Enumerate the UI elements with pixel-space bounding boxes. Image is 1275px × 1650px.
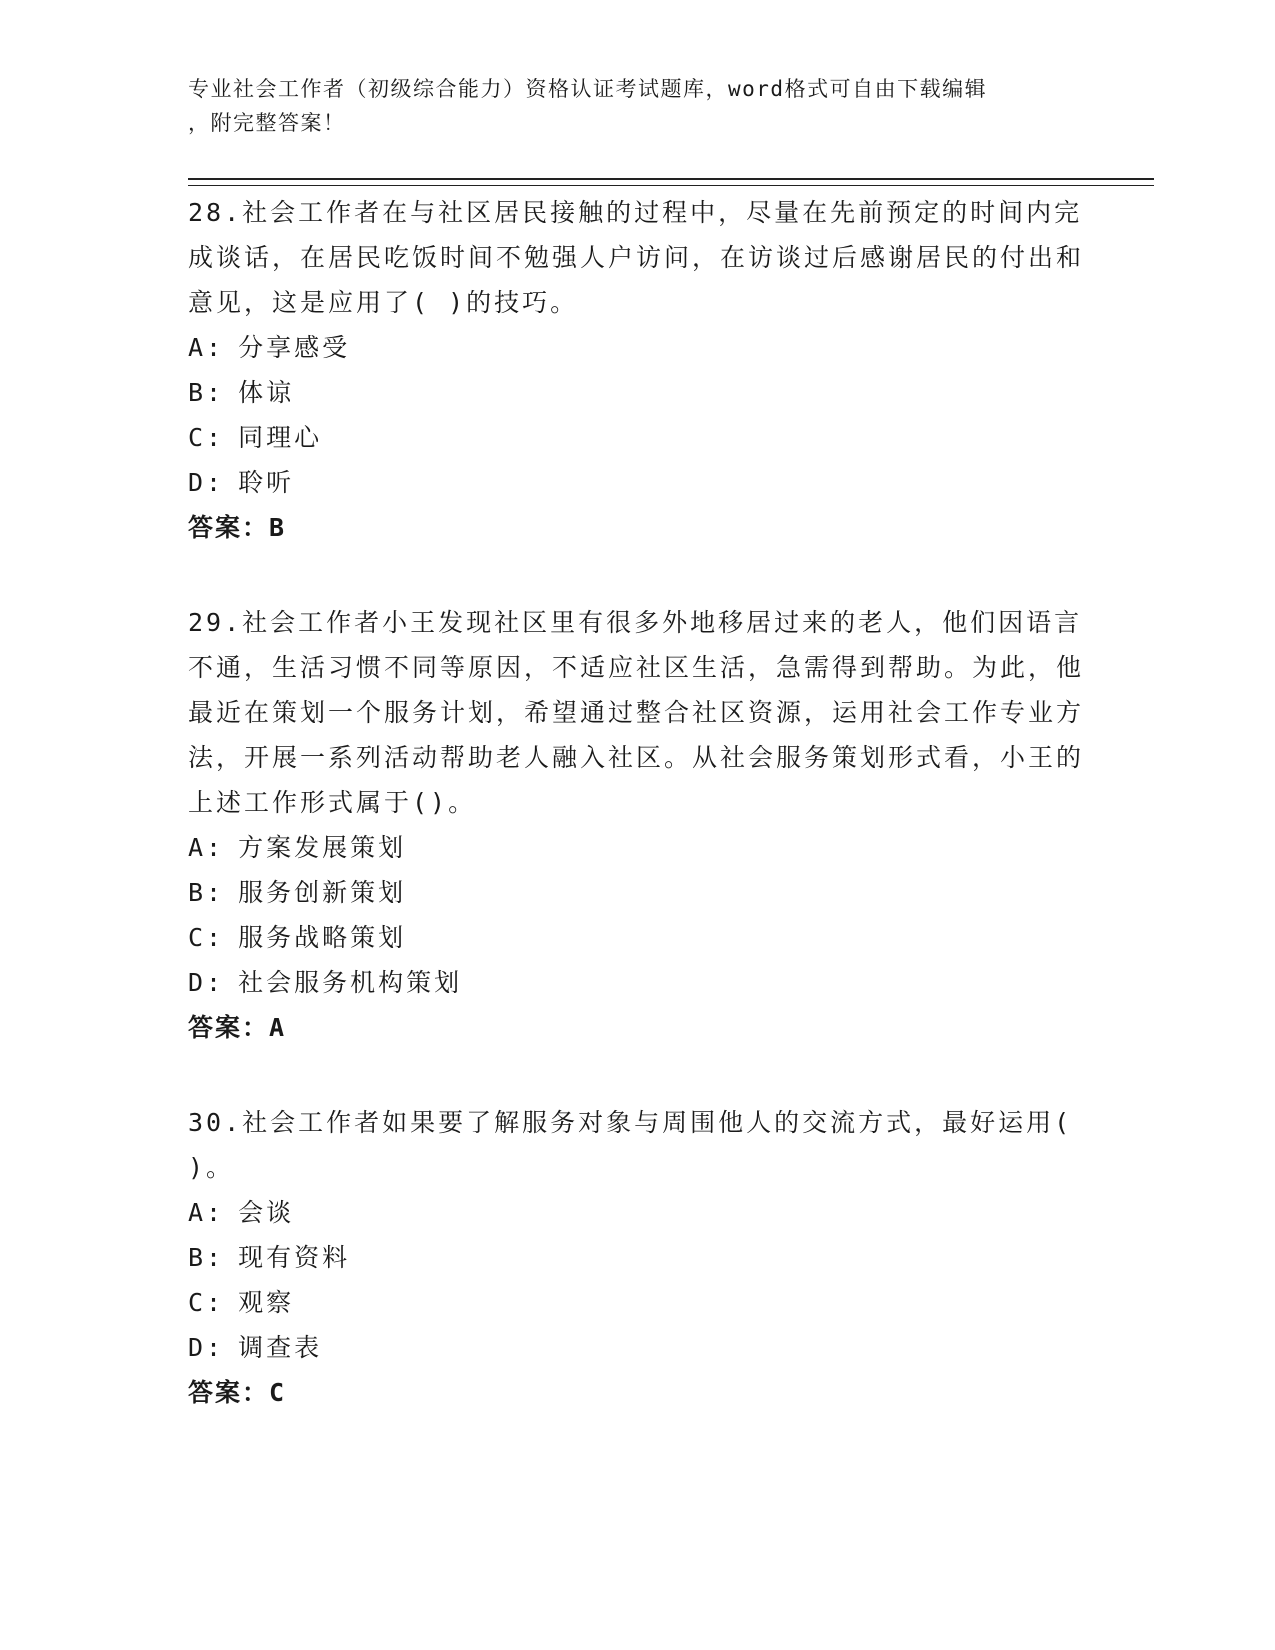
option-key: B: (188, 878, 225, 907)
option-key: D: (188, 968, 225, 997)
option-text: 服务战略策划 (238, 923, 407, 952)
option-text: 体谅 (238, 378, 295, 407)
option-b (188, 1235, 1088, 1280)
option-key: B: (188, 378, 225, 407)
option-key: C: (188, 923, 225, 952)
option-d (188, 1325, 1088, 1370)
option-text: 调查表 (238, 1333, 323, 1362)
option-key: A: (188, 333, 225, 362)
option-text: 服务创新策划 (238, 878, 407, 907)
option-b (188, 370, 1088, 415)
option-key: D: (188, 468, 225, 497)
option-c (188, 1280, 1088, 1325)
question-30 (188, 1100, 1088, 1415)
option-a (188, 325, 1088, 370)
option-text: 社会服务机构策划 (238, 968, 463, 997)
option-key: D: (188, 1333, 225, 1362)
question-stem: 30.社会工作者如果要了解服务对象与周围他人的交流方式，最好运用( )。 (188, 1108, 1073, 1182)
option-a (188, 825, 1088, 870)
page-header (188, 72, 1068, 140)
answer-label: 答案：B (188, 513, 287, 542)
option-text: 会谈 (238, 1198, 295, 1227)
option-key: C: (188, 423, 225, 452)
option-key: A: (188, 833, 225, 862)
option-text: 聆听 (238, 468, 295, 497)
option-key: A: (188, 1198, 225, 1227)
option-key: C: (188, 1288, 225, 1317)
option-b (188, 870, 1088, 915)
option-text: 观察 (238, 1288, 295, 1317)
option-text: 现有资料 (238, 1243, 351, 1272)
answer-label: 答案：C (188, 1378, 287, 1407)
question-28 (188, 190, 1088, 550)
answer-label: 答案：A (188, 1013, 287, 1042)
option-text: 方案发展策划 (238, 833, 407, 862)
question-stem: 28.社会工作者在与社区居民接触的过程中，尽量在先前预定的时间内完成谈话，在居民吃饭时间不勉强人户访问，在访谈过后感谢居民的付出和意见，这是应用了( )的技巧。 (188, 198, 1085, 317)
option-text: 同理心 (238, 423, 323, 452)
option-key: B: (188, 1243, 225, 1272)
option-text: 分享感受 (238, 333, 351, 362)
option-d (188, 960, 1088, 1005)
header-title-line2: ，附完整答案！ (188, 111, 346, 135)
option-d (188, 460, 1088, 505)
option-c (188, 415, 1088, 460)
header-divider (188, 178, 1154, 186)
header-title-line1: 专业社会工作者（初级综合能力）资格认证考试题库，word格式可自由下载编辑 (188, 77, 988, 101)
question-list (188, 190, 1088, 1465)
question-stem: 29.社会工作者小王发现社区里有很多外地移居过来的老人，他们因语言不通，生活习惯不同等原因，不适应社区生活，急需得到帮助。为此，他最近在策划一个服务计划，希望通过整合社区资源，运用社会工作专业方法，开展一系列活动帮助老人融入社区。从社会服务策划形式看，小王的上述工作形式属于()。 (188, 608, 1085, 817)
option-a (188, 1190, 1088, 1235)
option-c (188, 915, 1088, 960)
question-29 (188, 600, 1088, 1050)
